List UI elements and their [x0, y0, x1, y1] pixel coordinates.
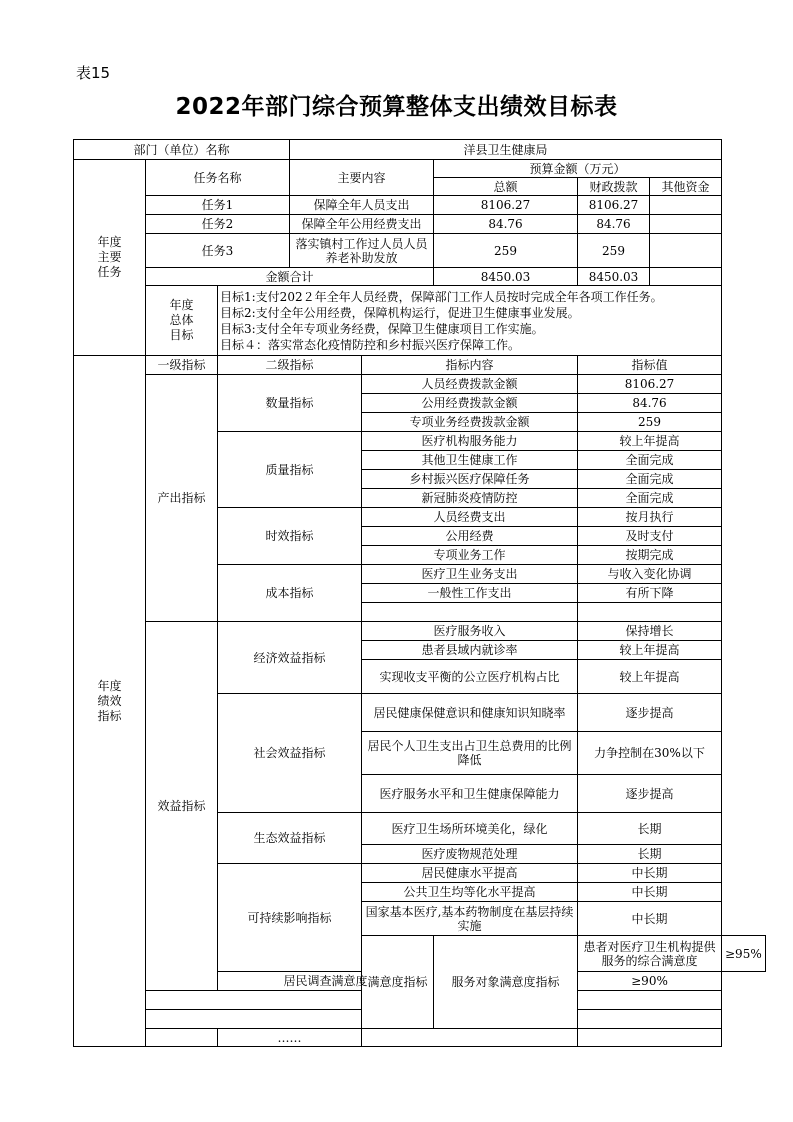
- cost-label: 成本指标: [218, 565, 362, 622]
- economic-label: 经济效益指标: [218, 622, 362, 694]
- performance-target-table: [73, 139, 766, 1047]
- ind-value: 较上年提高: [578, 432, 722, 451]
- total-header: 总额: [434, 178, 578, 196]
- ind-content-empty: [362, 1029, 578, 1047]
- goals-section-label: [146, 286, 218, 356]
- ind-content: 公共卫生均等化水平提高: [362, 883, 578, 902]
- satisfaction-label: 满意度指标: [362, 936, 434, 1029]
- section-label-line: 指标: [97, 708, 122, 723]
- task-content: 保障全年人员支出: [290, 196, 434, 215]
- sum-other: [650, 268, 722, 286]
- ind-content: 一般性工作支出: [362, 584, 578, 603]
- section-label-line: 总体: [169, 313, 194, 327]
- ind-value: 中长期: [578, 902, 722, 936]
- task-fiscal: 259: [578, 234, 650, 268]
- ellipsis: ……: [218, 1029, 362, 1047]
- section-label-line: 绩效: [97, 693, 122, 708]
- ind-value: 长期: [578, 813, 722, 845]
- task-total: 259: [434, 234, 578, 268]
- ind-content: 国家基本医疗,基本药物制度在基层持续实施: [362, 902, 578, 936]
- ind-content: 患者县域内就诊率: [362, 641, 578, 660]
- ind-value: 259: [578, 413, 722, 432]
- ind-value: 8106.27: [578, 375, 722, 394]
- sustain-label: 可持续影响指标: [218, 864, 362, 972]
- task-other: [650, 215, 722, 234]
- ind-value: 按期完成: [578, 546, 722, 565]
- ind-value: 全面完成: [578, 451, 722, 470]
- ind-content: 居民健康保健意识和健康知识知晓率: [362, 694, 578, 732]
- ind-value: 按月执行: [578, 508, 722, 527]
- quality-label: 质量指标: [218, 432, 362, 508]
- ind-content: 医疗服务水平和卫生健康保障能力: [362, 775, 578, 813]
- ind-content: 患者对医疗卫生机构提供服务的综合满意度: [578, 936, 722, 972]
- document-title: 2022年部门综合预算整体支出绩效目标表: [175, 94, 618, 120]
- benefit-label: 效益指标: [146, 622, 218, 991]
- ind-content: 医疗服务收入: [362, 622, 578, 641]
- dept-value: 洋县卫生健康局: [290, 140, 722, 160]
- ind-value-empty: [578, 603, 722, 622]
- l1-header: 一级指标: [146, 356, 218, 375]
- ind-content: 实现收支平衡的公立医疗机构占比: [362, 660, 578, 694]
- ind-value: 与收入变化协调: [578, 565, 722, 584]
- ind-content: 人员经费支出: [362, 508, 578, 527]
- ind-value: 逐步提高: [578, 775, 722, 813]
- indicators-section-label: [74, 356, 146, 1047]
- task-name: 任务3: [146, 234, 290, 268]
- ind-value: 有所下降: [578, 584, 722, 603]
- social-label: 社会效益指标: [218, 694, 362, 813]
- ellipsis-blank: [146, 1029, 218, 1047]
- ind-value: ≥95%: [722, 936, 766, 972]
- section-label-line: 主要: [97, 250, 122, 264]
- task-other: [650, 196, 722, 215]
- task-total: 8106.27: [434, 196, 578, 215]
- ind-value-empty: [578, 1029, 722, 1047]
- ind-value: 逐步提高: [578, 694, 722, 732]
- task-content: 保障全年公用经费支出: [290, 215, 434, 234]
- goal-line: 目标1:支付202２年全年人员经费，保障部门工作人员按时完成全年各项工作任务。: [220, 289, 663, 304]
- ind-content: 居民健康水平提高: [362, 864, 578, 883]
- quantity-label: 数量指标: [218, 375, 362, 432]
- goal-line: 目标2:支付全年公用经费，保障机构运行，促进卫生健康事业发展。: [220, 305, 580, 320]
- timeliness-label: 时效指标: [218, 508, 362, 565]
- ind-content: 专项业务经费拨款金额: [362, 413, 578, 432]
- dept-label: 部门（单位）名称: [74, 140, 290, 160]
- ind-content-empty: [146, 991, 362, 1010]
- output-label: 产出指标: [146, 375, 218, 622]
- ind-value: 全面完成: [578, 489, 722, 508]
- ind-value-header: 指标值: [578, 356, 722, 375]
- ind-value: 较上年提高: [578, 641, 722, 660]
- task-fiscal: 84.76: [578, 215, 650, 234]
- ind-value-empty: [578, 991, 722, 1010]
- ind-content: 专项业务工作: [362, 546, 578, 565]
- service-label: 服务对象满意度指标: [434, 936, 578, 1029]
- section-label-line: 年度: [97, 235, 122, 249]
- ind-content: 公用经费: [362, 527, 578, 546]
- fiscal-header: 财政拨款: [578, 178, 650, 196]
- goals-text: [218, 286, 722, 356]
- ind-value: 全面完成: [578, 470, 722, 489]
- ind-content-empty: [362, 603, 578, 622]
- task-content: 落实镇村工作过人员人员养老补助发放: [290, 234, 434, 268]
- ind-content: 居民个人卫生支出占卫生总费用的比例降低: [362, 732, 578, 775]
- ind-value: 中长期: [578, 864, 722, 883]
- section-label-line: 年度: [169, 298, 194, 312]
- task-fiscal: 8106.27: [578, 196, 650, 215]
- ind-value: 较上年提高: [578, 660, 722, 694]
- task-name-header: 任务名称: [146, 160, 290, 196]
- other-header: 其他资金: [650, 178, 722, 196]
- section-label-line: 任务: [97, 265, 122, 279]
- ind-content: 居民调查满意度: [218, 972, 434, 991]
- task-name: 任务2: [146, 215, 290, 234]
- tasks-section-label: [74, 160, 146, 356]
- ind-value: ≥90%: [578, 972, 722, 991]
- task-other: [650, 234, 722, 268]
- section-label-line: 年度: [97, 678, 122, 693]
- task-name: 任务1: [146, 196, 290, 215]
- goal-line: 目标４：落实常态化疫情防控和乡村振兴医疗保障工作。: [220, 337, 521, 352]
- ind-content: 医疗卫生业务支出: [362, 565, 578, 584]
- table-number: 表15: [76, 64, 111, 82]
- ind-value: 力争控制在30%以下: [578, 732, 722, 775]
- section-label-line: 目标: [169, 328, 194, 342]
- ind-value: 及时支付: [578, 527, 722, 546]
- ind-content: 医疗机构服务能力: [362, 432, 578, 451]
- ind-content-empty: [146, 1010, 362, 1029]
- ind-content: 人员经费拨款金额: [362, 375, 578, 394]
- sum-label: 金额合计: [146, 268, 434, 286]
- l2-header: 二级指标: [218, 356, 362, 375]
- eco-label: 生态效益指标: [218, 813, 362, 864]
- ind-value-empty: [578, 1010, 722, 1029]
- budget-header: 预算金额（万元）: [434, 160, 722, 178]
- ind-content: 新冠肺炎疫情防控: [362, 489, 578, 508]
- task-content-header: 主要内容: [290, 160, 434, 196]
- ind-value: 中长期: [578, 883, 722, 902]
- sum-total: 8450.03: [434, 268, 578, 286]
- ind-value: 84.76: [578, 394, 722, 413]
- ind-content: 公用经费拨款金额: [362, 394, 578, 413]
- ind-content: 其他卫生健康工作: [362, 451, 578, 470]
- ind-value: 保持增长: [578, 622, 722, 641]
- ind-content: 乡村振兴医疗保障任务: [362, 470, 578, 489]
- goal-line: 目标3:支付全年专项业务经费，保障卫生健康项目工作实施。: [220, 321, 544, 336]
- ind-value: 长期: [578, 845, 722, 864]
- task-total: 84.76: [434, 215, 578, 234]
- sum-fiscal: 8450.03: [578, 268, 650, 286]
- ind-content: 医疗卫生场所环境美化，绿化: [362, 813, 578, 845]
- ind-content-header: 指标内容: [362, 356, 578, 375]
- ind-content: 医疗废物规范处理: [362, 845, 578, 864]
